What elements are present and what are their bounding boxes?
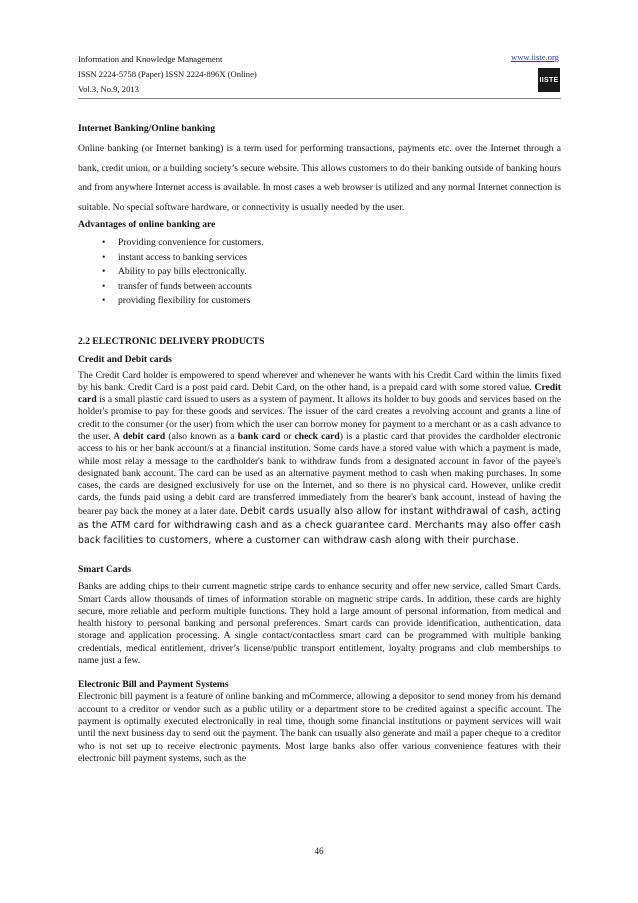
paragraph-electronic-bill: Electronic bill payment is a feature of online banking and mCommerce, allowing a depositor to send money from his demand account to a creditor or vendor such as a public utility or a department store to be credited against a specific account. The payment is optimally executed electronically in real time, though some financial institutions or payment services will wait until the next business day to send out the payment. The bank can usually also generate and mail a paper cheque to a creditor who is not set up to receive electronic payments. Most large banks also offer various convenience features with their electronic bill payment systems, such as the [78, 691, 561, 764]
term-check-card: check card [294, 430, 340, 442]
term-credit-card: Credit card [78, 381, 561, 406]
debit-cards-sentence: Debit cards usually also allow for instant withdrawal of cash, acting as the ATM card for withdrawing cash and as a check guarantee card. Merchants may also offer cash back facilities to customers, where a customer can withdraw cash along with their purchase. [78, 505, 561, 546]
list-item: • Ability to pay bills electronically. [102, 265, 561, 280]
iiste-logo: IISTE [538, 68, 560, 92]
paragraph-credit-debit-cards: The Credit Card holder is empowered to spend wherever and whenever he wants with his Credit Card within the limits fixed by his bank. Credit Card is a post paid card. Debit Card, on the other hand, is a prepaid card with some stored value. Credit card is a small plastic card issued to users as a system of payment. It allows its holder to buy goods and services based on the holder's promise to pay for these goods and services. The issuer of the card creates a revolving account and grants a line of credit to the consumer (or the user) from which the user can borrow money for payment to a merchant or as a cash advance to the user. A debit card (also known as a bank card or check card) is a plastic card that provides the cardholder electronic access to his or her bank account/s at a financial institution. Some cards have a stored value with which a payment is made, while most relay a message to the cardholder's bank to withdraw funds from a designated account in favor of the payee's designated bank account. The card can be used as an alternative payment method to cash when making purchases. In some cases, the cards are designed exclusively for use on the Internet, and so there is no physical card. However, unlike credit cards, the funds paid using a debit card are transferred immediately from the bearer's bank account, instead of having the bearer pay back the money at a later date. Debit cards usually also allow for instant withdrawal of cash, acting as the ATM card for withdrawing cash and as a check guarantee card. Merchants may also offer cash back facilities to customers, where a customer can withdraw cash along with their purchase. [78, 369, 561, 546]
list-item: • instant access to banking services [102, 251, 561, 266]
volume-line: Vol.3, No.9, 2013 [78, 84, 139, 94]
page-number: 46 [314, 846, 324, 856]
term-debit-card: debit card [122, 430, 166, 442]
bullet-icon: • [102, 266, 106, 277]
section-heading-electronic-delivery: 2.2 ELECTRONIC DELIVERY PRODUCTS [78, 335, 265, 347]
term-bank-card: bank card [237, 430, 281, 442]
subheading-credit-debit-cards: Credit and Debit cards [78, 353, 172, 365]
running-header [78, 52, 257, 97]
issn-line: ISSN 2224-5758 (Paper) ISSN 2224-896X (Online) [78, 69, 257, 79]
advantages-heading: Advantages of online banking are [78, 219, 216, 230]
journal-url-link[interactable]: www.iiste.org [511, 52, 559, 62]
bullet-icon: • [102, 295, 106, 306]
bullet-icon: • [102, 251, 106, 263]
header-divider [78, 98, 561, 99]
paragraph-smart-cards: Banks are adding chips to their current magnetic stripe cards to enhance security and offer new service, called Smart Cards. Smart Cards allow thousands of times of information storable on magnetic stripe cards. In addition, these cards are highly secure, more reliable and perform multiple functions. They hold a large amount of personal information, from medical and health history to personal banking and personal preferences. Smart cards can provide identification, authentication, data storage and application processing. A single contact/contactless smart card can be programmed with multiple banking credentials, medical entitlement, driver’s license/public transport entitlement, loyalty programs and club memberships to name just a few. [78, 581, 561, 667]
paragraph-internet-banking: Online banking (or Internet banking) is a term used for performing transactions, payments etc. over the Internet through a bank, credit union, or a building society’s secure website. This allows customers to do their banking outside of banking hours and from anywhere Internet access is available. In most cases a web browser is utilized and any normal Internet connection is suitable. No special software hardware, or connectivity is usually needed by the user. [78, 143, 561, 213]
bullet-icon: • [102, 280, 106, 292]
list-item: • providing flexibility for customers [102, 294, 561, 309]
list-item: • transfer of funds between accounts [102, 280, 561, 295]
subheading-smart-cards: Smart Cards [78, 564, 132, 576]
article-body [78, 122, 561, 765]
list-item: • Providing convenience for customers. [102, 236, 561, 251]
bullet-icon: • [102, 237, 106, 248]
journal-name: Information and Knowledge Management [78, 54, 223, 64]
subheading-electronic-bill: Electronic Bill and Payment Systems [78, 679, 229, 691]
section-heading-internet-banking: Internet Banking/Online banking [78, 123, 216, 134]
advantages-list [78, 236, 561, 309]
